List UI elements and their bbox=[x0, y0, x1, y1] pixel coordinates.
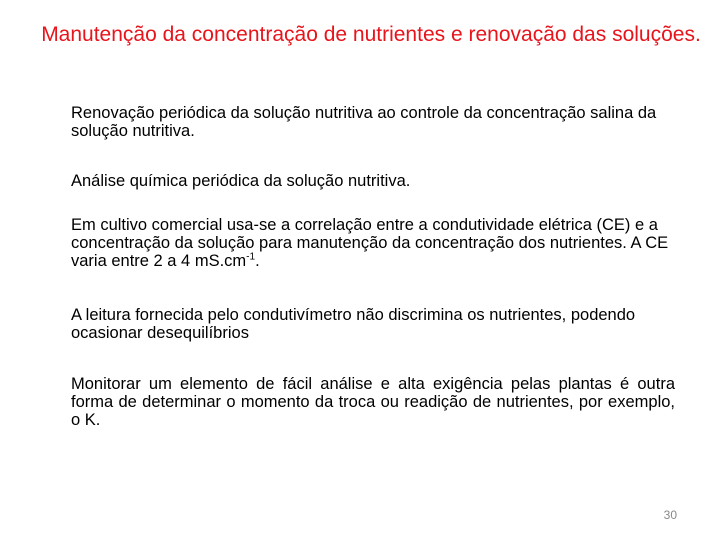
paragraph-monitorar: Monitorar um elemento de fácil análise e alta exigência pelas plantas é outra forma de determinar o momento da troca ou readição de nutrientes, por exemplo, o K. bbox=[71, 375, 675, 429]
page-number: 30 bbox=[663, 508, 677, 522]
paragraph-analise-quimica: Análise química periódica da solução nutritiva. bbox=[71, 172, 411, 190]
paragraph-condutividade bbox=[71, 216, 675, 270]
paragraph-condutividade-text: Em cultivo comercial usa-se a correlação entre a condutividade elétrica (CE) e a concentração da solução para manutenção da concentração dos nutrientes. A CE varia entre 2 a 4 mS.cm bbox=[71, 216, 669, 270]
paragraph-condutividade-end: . bbox=[255, 252, 260, 270]
unit-exponent: -1 bbox=[246, 251, 256, 263]
paragraph-renovacao: Renovação periódica da solução nutritiva ao controle da concentração salina da solução nutritiva. bbox=[71, 104, 657, 140]
slide-title: Manutenção da concentração de nutrientes e renovação das soluções. bbox=[41, 23, 701, 46]
paragraph-condutivimetro: A leitura fornecida pelo condutivímetro não discrimina os nutrientes, podendo ocasionar desequilíbrios bbox=[71, 306, 636, 342]
